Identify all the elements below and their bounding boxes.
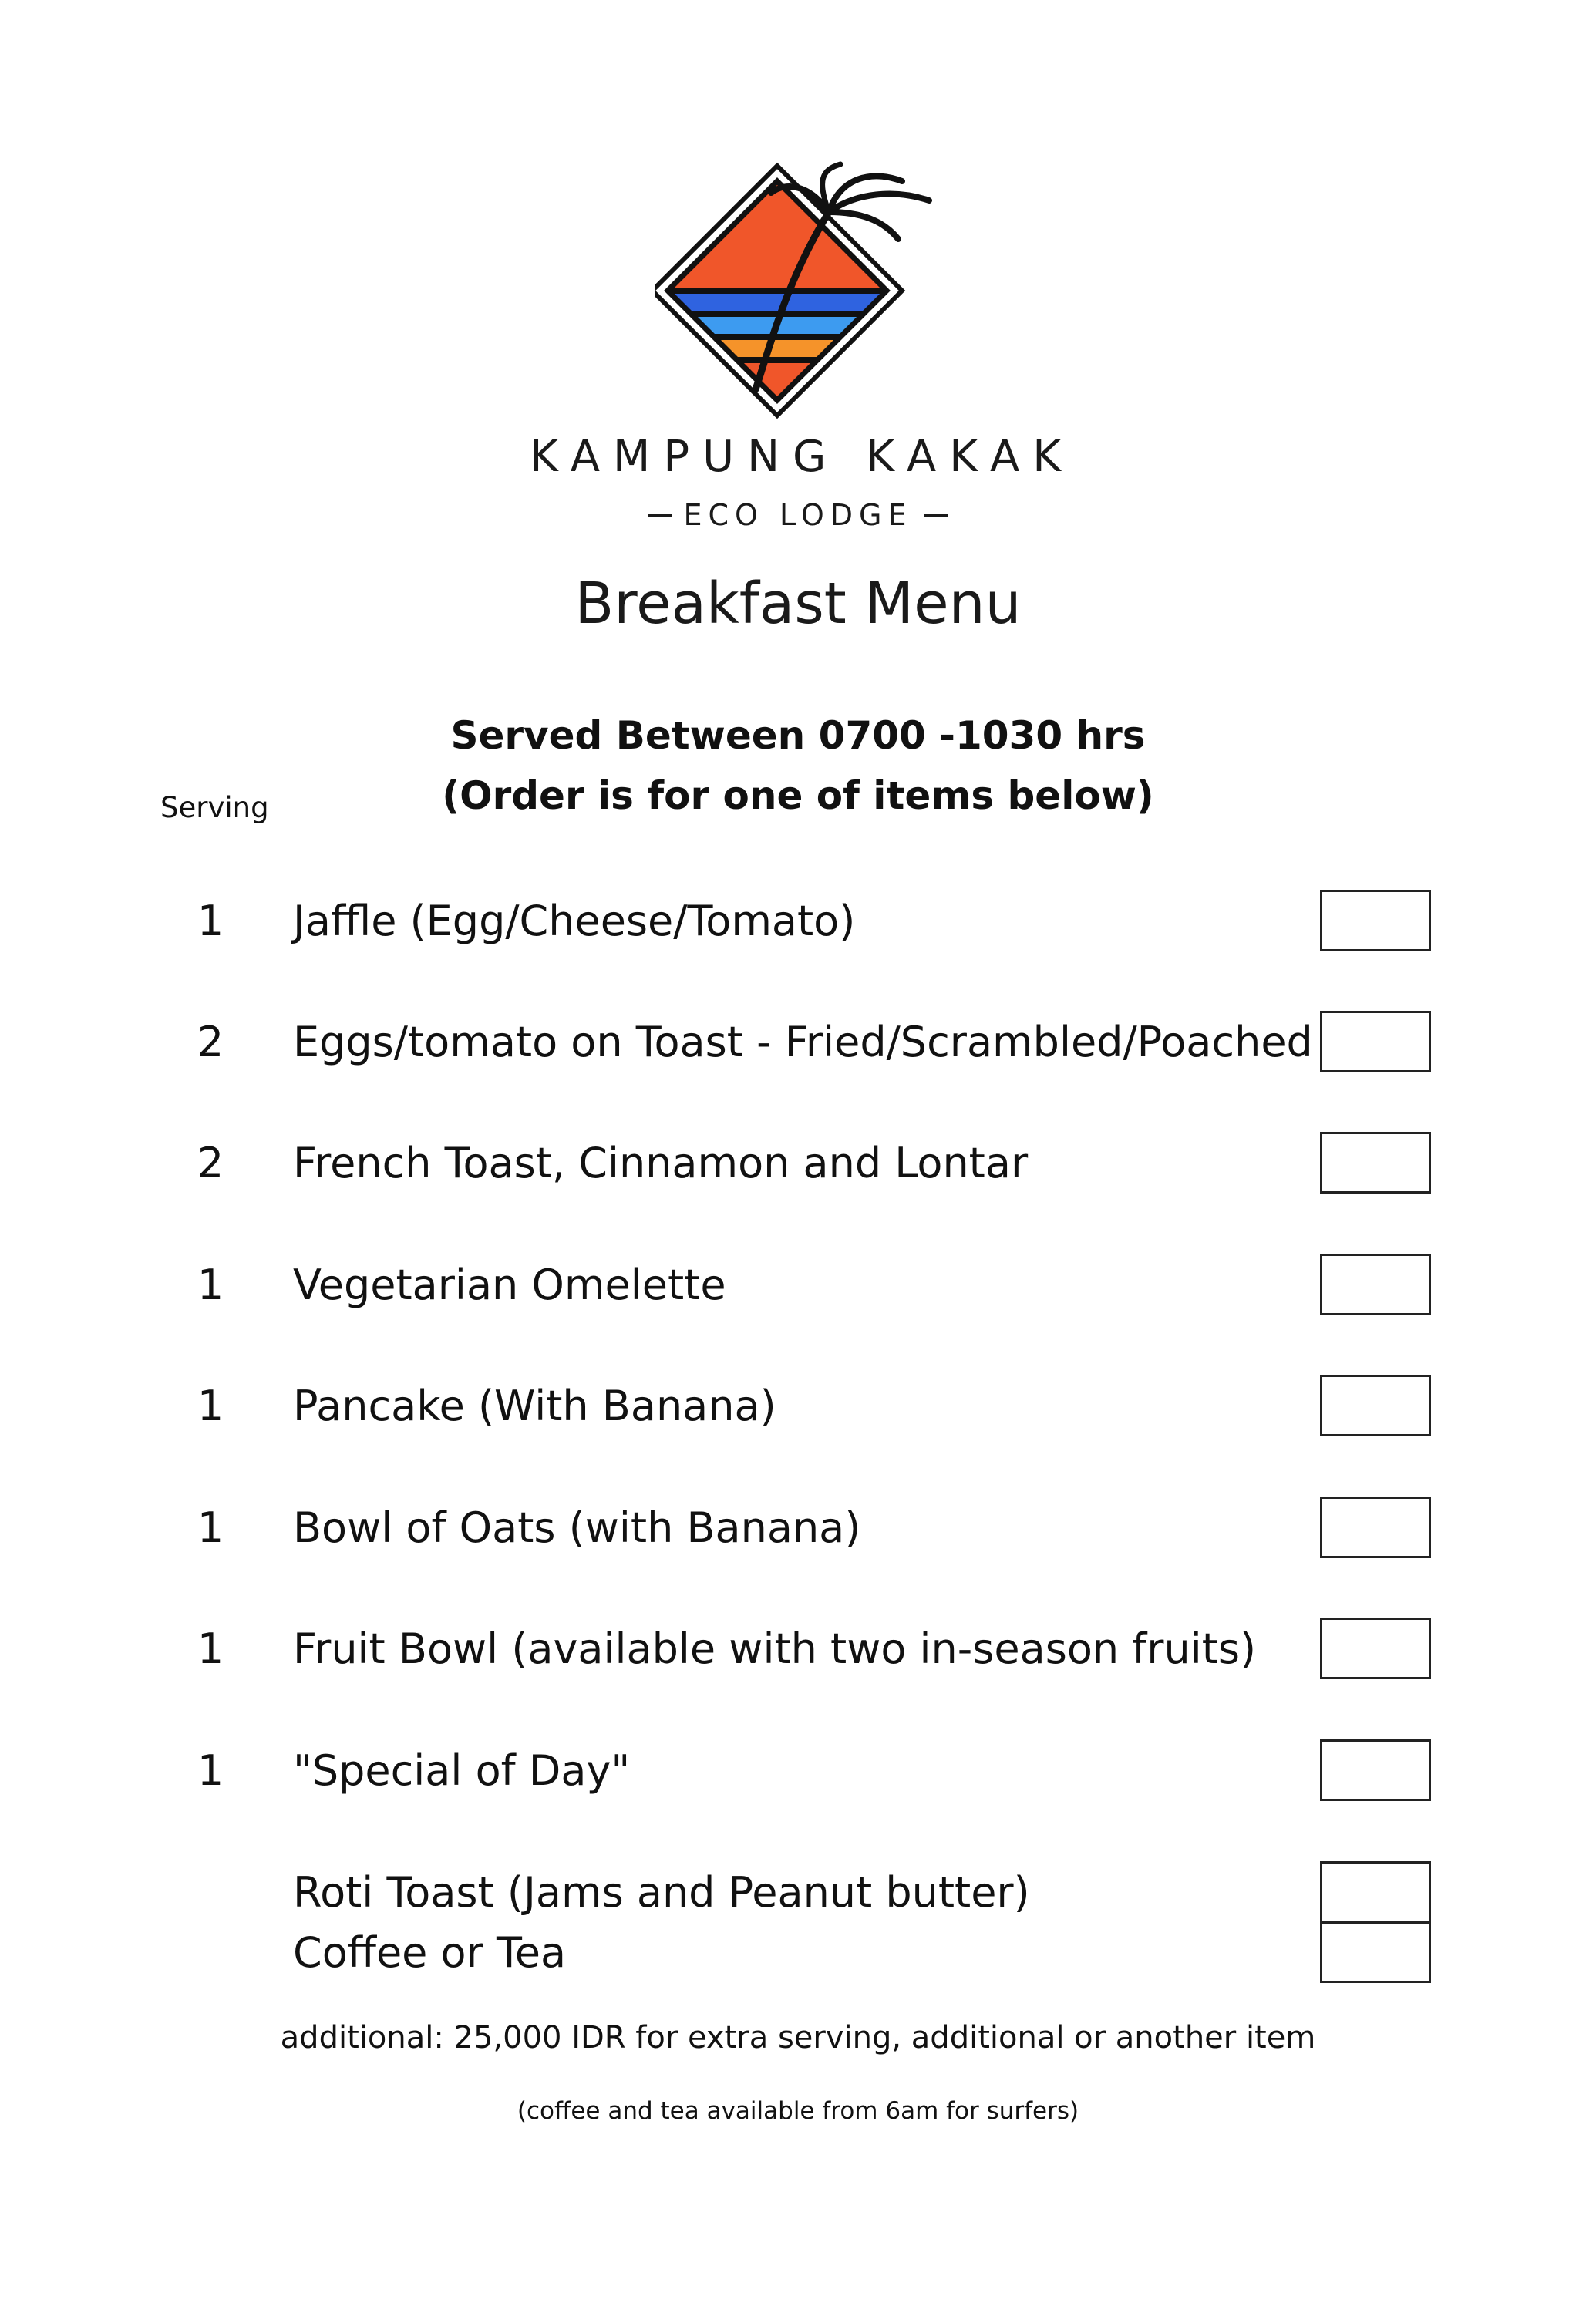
menu-item-name: French Toast, Cinnamon and Lontar — [293, 1139, 1029, 1187]
order-checkbox[interactable] — [1320, 1618, 1431, 1679]
menu-item-name: Roti Toast (Jams and Peanut butter) — [293, 1868, 1030, 1917]
menu-row — [0, 1254, 1596, 1317]
serving-qty: 2 — [197, 1139, 224, 1187]
order-checkbox[interactable] — [1320, 890, 1431, 951]
order-checkbox[interactable] — [1320, 1739, 1431, 1801]
menu-item-name: Coffee or Tea — [293, 1928, 567, 1977]
menu-row — [0, 1011, 1596, 1074]
menu-row — [0, 1132, 1596, 1195]
order-checkbox[interactable] — [1320, 1375, 1431, 1436]
menu-item-name: Eggs/tomato on Toast - Fried/Scrambled/Poached — [293, 1018, 1313, 1066]
serving-qty: 1 — [197, 1624, 224, 1673]
brand-subtitle-text: ECO LODGE — [683, 498, 913, 532]
served-hours: Served Between 0700 -1030 hrs — [450, 713, 1146, 758]
serving-qty: 1 — [197, 897, 224, 945]
menu-item-name: Vegetarian Omelette — [293, 1261, 726, 1309]
menu-row — [0, 1861, 1596, 1924]
serving-column-label: Serving — [160, 791, 269, 824]
menu-item-name: Pancake (With Banana) — [293, 1382, 776, 1430]
order-checkbox[interactable] — [1320, 1011, 1431, 1072]
menu-row — [0, 1618, 1596, 1681]
dash-right — [924, 514, 948, 517]
order-checkbox[interactable] — [1320, 1254, 1431, 1315]
menu-row — [0, 1739, 1596, 1803]
serving-qty: 2 — [197, 1018, 224, 1066]
menu-row — [0, 1921, 1596, 1985]
brand-subtitle — [0, 498, 1596, 532]
menu-row — [0, 1497, 1596, 1560]
kampung-kakak-logo — [655, 158, 964, 424]
order-instruction: (Order is for one of items below) — [442, 773, 1154, 818]
serving-qty: 1 — [197, 1382, 224, 1430]
order-checkbox[interactable] — [1320, 1861, 1431, 1923]
order-checkbox[interactable] — [1320, 1497, 1431, 1558]
coffee-availability-note: (coffee and tea available from 6am for surfers) — [517, 2097, 1079, 2125]
menu-item-name: "Special of Day" — [293, 1746, 631, 1795]
menu-title: Breakfast Menu — [574, 571, 1022, 637]
dash-left — [648, 514, 672, 517]
serving-qty: 1 — [197, 1746, 224, 1795]
menu-item-name: Fruit Bowl (available with two in-season fruits) — [293, 1624, 1257, 1673]
order-checkbox[interactable] — [1320, 1921, 1431, 1983]
serving-qty: 1 — [197, 1261, 224, 1309]
menu-item-name: Jaffle (Egg/Cheese/Tomato) — [293, 897, 856, 945]
brand-name: KAMPUNG KAKAK — [529, 432, 1075, 482]
menu-row — [0, 890, 1596, 953]
serving-qty: 1 — [197, 1503, 224, 1552]
menu-item-name: Bowl of Oats (with Banana) — [293, 1503, 861, 1552]
additional-charge-note: additional: 25,000 IDR for extra serving, additional or another item — [280, 2020, 1316, 2055]
order-checkbox[interactable] — [1320, 1132, 1431, 1194]
menu-row — [0, 1375, 1596, 1438]
